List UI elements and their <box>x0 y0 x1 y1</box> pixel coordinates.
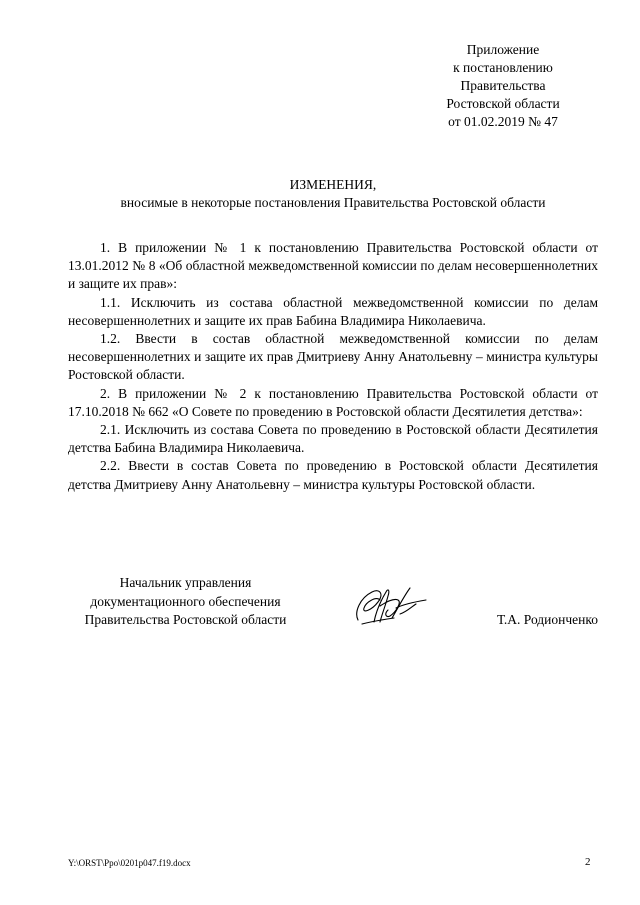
appendix-header <box>428 41 578 131</box>
document-body <box>68 239 598 494</box>
signatory-title-line: Начальник управления <box>119 575 252 590</box>
paragraph: 1. В приложении № 1 к постановлению Правительства Ростовской области от 13.01.2012 № 8 «Об областной межведомственной комиссии по делам несовершеннолетних и защите их прав»: <box>68 240 598 292</box>
appendix-line: Ростовской области <box>446 96 560 111</box>
file-path: Y:\ORST\Ppo\0201p047.f19.docx <box>68 858 191 868</box>
paragraph: 2.2. Ввести в состав Совета по проведению в Ростовской области Десятилетия детства Дмитриеву Анну Анатольевну – министра культуры Ростовской области. <box>68 458 598 492</box>
appendix-line: к постановлению <box>453 60 553 75</box>
signatory-name: Т.А. Родионченко <box>497 612 598 627</box>
paragraph: 1.1. Исключить из состава областной межведомственной комиссии по делам несовершеннолетних и защите их прав Бабина Владимира Николаевича. <box>68 294 598 328</box>
appendix-line: от 01.02.2019 № 47 <box>448 114 558 129</box>
handwritten-signature <box>350 582 430 628</box>
paragraph: 2.1. Исключить из состава Совета по проведению в Ростовской области Десятилетия детства Бабина Владимира Николаевича. <box>68 422 598 456</box>
appendix-line: Приложение <box>466 42 540 57</box>
signature-block <box>68 574 598 634</box>
signatory-title <box>68 574 303 630</box>
document-heading <box>68 176 598 212</box>
document-title: ИЗМЕНЕНИЯ, <box>289 177 377 192</box>
document-subtitle: вносимые в некоторые постановления Правительства Ростовской области <box>120 195 546 210</box>
signatory-title-line: Правительства Ростовской области <box>84 612 287 627</box>
paragraph: 1.2. Ввести в состав областной межведомственной комиссии по делам несовершеннолетних и защите их прав Дмитриеву Анну Анатольевну – министра культуры Ростовской области. <box>68 331 598 383</box>
appendix-line: Правительства <box>460 78 546 93</box>
page-number: 2 <box>585 856 591 868</box>
paragraph: 2. В приложении № 2 к постановлению Правительства Ростовской области от 17.10.2018 № 662 «О Совете по проведению в Ростовской области Десятилетия детства»: <box>68 385 598 419</box>
signatory-title-line: документационного обеспечения <box>90 593 281 609</box>
